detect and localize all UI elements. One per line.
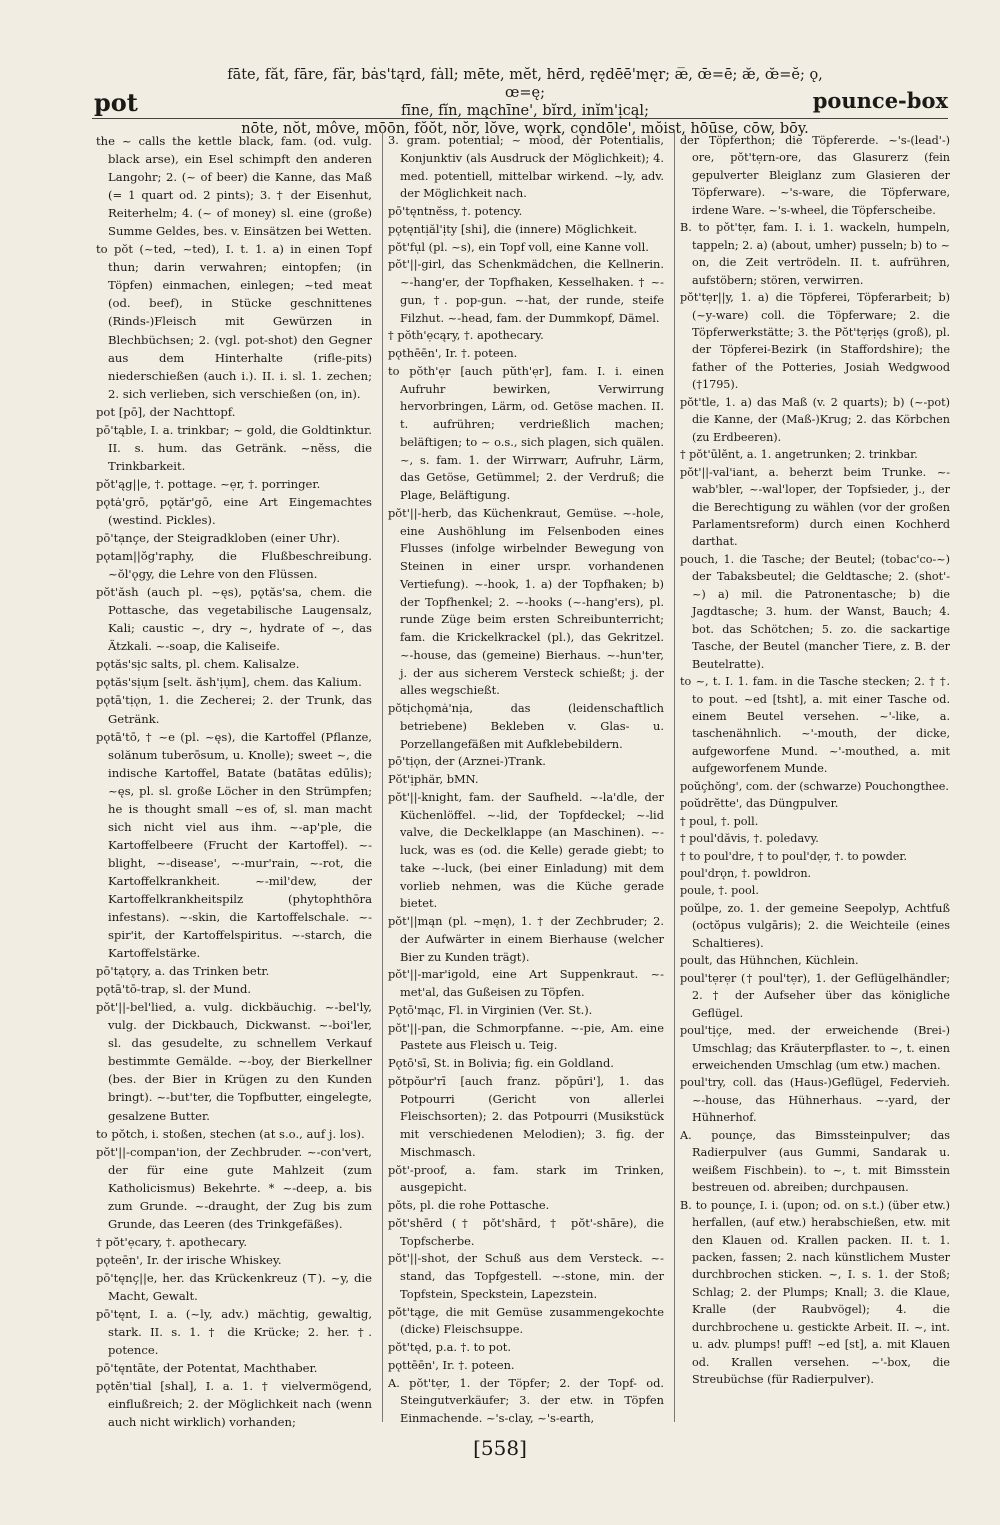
column-middle [388, 132, 664, 1432]
column-divider [382, 132, 383, 1422]
dictionary-entry: † to poul'dre, † to poul'dẹr, †. to powder. [680, 849, 908, 863]
dictionary-entry: poult, das Hühnchen, Küchlein. [680, 954, 859, 968]
dictionary-entry: B. to pounçe, I. i. (upon; od. on s.t.) (über etw.) herfallen, (auf etw.) herabschießen, etw. mit den Klauen od. Krallen packen. II. t. 1. packen, fassen; 2. nach künstlichem Muster durchbrochen sticken. ~, I. s. 1. der Stoß; Schlag; 2. der Plumps; Knall; 3. die Klaue, Kralle (der Raubvögel); 4. die durchbrochene u. gestickte Arbeit. II. ~, int. u. adv. plumps! puff! ~ed [st], a. mit Klauen od. Krallen versehen. ~'-box, die Streubüchse (für Radierpulver). [680, 1198, 950, 1387]
column-left [96, 132, 372, 1432]
dictionary-entry: pǫtā'tō-trap, sl. der Mund. [96, 982, 252, 997]
dictionary-entry: pŏt'||-compan'ion, der Zechbruder. ~-con'vert, der für eine gute Mahlzeit (zum Katholicismus) Bekehrte. * ~-deep, a. bis zum Grunde. ~-draught, der Zug bis zum Grunde, das Leeren (des Trinkgefäßes). [96, 1144, 372, 1231]
page-number: [558] [473, 1436, 527, 1460]
dictionary-entry: † poul, †. poll. [680, 814, 759, 828]
dictionary-entry: pō'tęntnĕss, †. potency. [388, 204, 523, 218]
dictionary-entry: pŏt'||-mar'igold, eine Art Suppenkraut. ~-met'al, das Gußeisen zu Töpfen. [388, 967, 664, 999]
dictionary-entry: pō'tạtǫry, a. das Trinken betr. [96, 964, 270, 979]
dictionary-entry: pŏt'-proof, a. fam. stark im Trinken, ausgepicht. [388, 1162, 664, 1195]
dictionary-entry: pŏt'ąg||e, †. pottage. ~ẹr, †. porringer. [96, 476, 321, 491]
dictionary-entry: pŏt'||-herb, das Küchenkraut, Gemüse. ~-hole, eine Aushöhlung im Felsenboden eines Flusses (infolge wirbelnder Bewegung von Steinen in einer urspr. vorhandenen Vertiefung). ~-hook, 1. a) der Topfhaken; b) der Topfhenkel; 2. ~-hooks (~-hang'ers), pl. runde Züge beim ersten Schreibunterricht; fam. die Krickelkrackel (pl.), das Gekritzel. ~-house, das (gemeine) Bierhaus. ~-hun'ter, j. der aus sicherem Versteck schießt; j. der alles wegschießt. [388, 505, 664, 698]
dictionary-entry: pō'tịǫn, der (Arznei-)Trank. [388, 754, 546, 769]
pronunciation-key [205, 66, 845, 138]
dictionary-entry: pǫtĕn'tial [shal], I. a. 1. † vielvermögend, einflußreich; 2. der Möglichkeit nach (wenn auch nicht wirklich) vorhanden; [96, 1379, 372, 1430]
dictionary-entry: † pŏt'ẹcary, †. apothecary. [96, 1234, 248, 1249]
dictionary-entry: pŏt'fụl (pl. ~s), ein Topf voll, eine Kanne voll. [388, 239, 649, 254]
dictionary-entry: der Töpferthon; die Töpfererde. ~'s-(lead'-) ore, pŏt'tẹrn-ore, das Glasurerz (fein gepulverter Bleiglanz zum Glasieren der Töpferware). ~'s-ware, die Töpferware, irdene Ware. ~'s-wheel, die Töpferscheibe. [680, 134, 950, 217]
guide-word-right: pounce-box [812, 88, 948, 113]
dictionary-entry: to pŏth'ẹr [auch pŭth'ẹr], fam. I. i. einen Aufruhr bewirken, Verwirrung hervorbringen, Lärm, od. Getöse machen. II. t. aufrühren; verdrießlich machen; beläftigen; to ~ o.s., sich plagen, sich quälen. ~, s. fam. 1. der Wirrwarr, Aufruhr, Lärm, das Getöse, Getümmel; 2. der Verdruß; die Plage, Beläftigung. [388, 363, 664, 502]
dictionary-entry: Pǫtō'sī, St. in Bolivia; fig. ein Goldland. [388, 1056, 614, 1070]
dictionary-entry: pō'tęnç||e, her. das Krückenkreuz (⊤). ~y, die Macht, Gewalt. [96, 1270, 372, 1303]
dictionary-entry: pǫtam||ŏg'raphy, die Flußbeschreibung. ~ŏl'ǫgy, die Lehre von den Flüssen. [96, 549, 372, 582]
dictionary-entry: pǫtȧ'grō, pǫtăr'gō, eine Art Eingemachtes (westind. Pickles). [96, 494, 372, 527]
dictionary-entry: pŏt'shērd († pŏt'shārd, † pŏt'-shāre), die Topfscherbe. [388, 1215, 664, 1248]
dictionary-entry: pǫtā'tō, † ~e (pl. ~ęs), die Kartoffel (Pflanze, solănum tuberōsum, u. Knolle); sweet ~, die indische Kartoffel, Batate (batātas edūlis); ~ęs, pl. sl. große Löcher in den Strümpfen; he is thought small ~es of, sl. man macht sich nicht viel aus ihm. ~-ap'ple, die Kartoffelbeere (Frucht der Kartoffel). ~-blight, ~-disease', ~-mur'rain, ~-rot, die Kartoffelkrankheit. ~-mil'dew, der Kartoffelkrankheitspilz (phytophthōra infestans). ~-skin, die Kartoffelschale. ~-spir'it, der Kartoffelspiritus. ~-starch, die Kartoffelstärke. [96, 729, 372, 961]
pronunciation-key-line: fīne, fĭn, mąchīne', bĭrd, inĭm'ịcąl; [401, 103, 649, 119]
page-header [0, 60, 1000, 137]
dictionary-entry: pŏtịchǫmȧ'nịa, das (leidenschaftlich betriebene) Bekleben v. Glas- u. Porzellangefäßen mit Aufklebebildern. [388, 701, 664, 751]
dictionary-entry: pō'tąble, I. a. trinkbar; ~ gold, die Goldtinktur. II. s. hum. das Getränk. ~nĕss, die Trinkbarkeit. [96, 422, 372, 473]
dictionary-entry: † pŏt'ūlĕnt, a. 1. angetrunken; 2. trinkbar. [680, 448, 918, 462]
dictionary-entry: pō'tęnt, I. a. (~ly, adv.) mächtig, gewaltig, stark. II. s. 1. † die Krücke; 2. her. †. potence. [96, 1307, 372, 1358]
header-rule [92, 118, 948, 119]
column-right [680, 132, 950, 1432]
dictionary-entry: 3. gram. potential; ~ mood, der Potentialis, Konjunktiv (als Ausdruck der Möglichkeit); 4. med. potentiell, mittelbar wirkend. ~ly, adv. der Möglichkeit nach. [388, 133, 664, 201]
dictionary-entry: poul'drǫn, †. powldron. [680, 867, 812, 881]
dictionary-entry: the ~ calls the kettle black, fam. (od. vulg. black arse), ein Esel schimpft den anderen Langohr; 2. (~ of beer) die Kanne, das Maß (= 1 quart od. 2 pints); 3. † der Eisenhut, Reiterhelm; 4. (~ of money) sl. eine (große) Summe Geldes, bes. v. Einsätzen bei Wetten. [96, 134, 372, 239]
dictionary-entry: pŏt'||-shot, der Schuß aus dem Versteck. ~-stand, das Topfgestell. ~-stone, min. der Topfstein, Speckstein, Lapezstein. [388, 1251, 664, 1301]
dictionary-entry: pǫthēēn', Ir. †. poteen. [388, 346, 518, 360]
pronunciation-key-line: fāte, făt, fāre, fär, bȧs'tąrd, fȧll; mēte, mĕt, hērd, rędēē'męr; æ̅, œ̄=ē; æ̆, œ̆=ĕ; ǫ, œ=ę; [227, 67, 823, 101]
dictionary-entry: pǫteēn', Ir. der irische Whiskey. [96, 1252, 282, 1267]
dictionary-entry: pŏts, pl. die rohe Pottasche. [388, 1198, 550, 1212]
dictionary-entry: pot [pō], der Nachttopf. [96, 404, 236, 419]
dictionary-entry: pŏt'||-bel'lied, a. vulg. dickbäuchig. ~-bel'ly, vulg. der Dickbauch, Dickwanst. ~-boi'ler, sl. das gesudelte, zu schnellem Verkauf bestimmte Gemälde. ~-boy, der Bierkellner (bes. der Bier in Krügen zu den Kunden bringt). ~-but'ter, die Topfbutter, eingelegte, gesalzene Butter. [96, 1000, 372, 1123]
dictionary-entry: Pŏt'ịphär, bMN. [388, 772, 479, 786]
dictionary-entry: pō'tạnçe, der Steigradkloben (einer Uhr). [96, 531, 341, 546]
dictionary-entry: pŏt'tle, 1. a) das Maß (v. 2 quarts); b) (~-pot) die Kanne, der (Maß-)Krug; 2. das Körbchen (zu Erdbeeren). [680, 395, 950, 444]
dictionary-entry: pŏt'||-val'iant, a. beherzt beim Trunke. ~-wab'bler, ~-wal'loper, der Topfsieder, j., der die Berechtigung zu wählen (vor der großen Parlamentsreform) durch einen Kochherd darthat. [680, 465, 950, 549]
dictionary-entry: to pŏtch, i. stoßen, stechen (at s.o., auf j. los). [96, 1126, 365, 1141]
dictionary-entry: pǫtăs'sịc salts, pl. chem. Kalisalze. [96, 657, 300, 672]
column-divider [674, 132, 675, 1422]
dictionary-entry: pŏt'||-girl, das Schenkmädchen, die Kellnerin. ~-hang'er, der Topfhaken, Kesselhaken. † ~-gun, †. pop-gun. ~-hat, der runde, steife Filzhut. ~-head, fam. der Dummkopf, Dämel. [388, 257, 664, 325]
dictionary-entry: pŏt'ăsh (auch pl. ~ęs), pǫtăs'sa, chem. die Pottasche, das vegetabilische Laugensalz, Kali; caustic ~, dry ~, hydrate of ~, das Ätzkali. ~-soap, die Kaliseife. [96, 585, 372, 654]
dictionary-entry: pǫtā'tịǫn, 1. die Zecherei; 2. der Trunk, das Getränk. [96, 693, 372, 726]
dictionary-entry: to ~, t. I. 1. fam. in die Tasche stecken; 2. † †. to pout. ~ed [tsht], a. mit einer Tasche od. einem Beutel versehen. ~'-like, a. taschenähnlich. ~'-mouth, der dicke, aufgeworfene Mund. ~'-mouthed, a. mit aufgeworfenem Munde. [680, 675, 950, 776]
dictionary-entry: † poul'dăvis, †. poledavy. [680, 832, 819, 846]
dictionary-entry: poul'tẹrẹr († poul'tẹr), 1. der Geflügelhändler; 2. † der Aufseher über das königliche Geflügel. [680, 971, 950, 1020]
dictionary-entry: pŏt'tąge, die mit Gemüse zusammengekochte (dicke) Fleischsuppe. [388, 1304, 664, 1337]
dictionary-entry: to pŏt (~ted, ~ted), I. t. 1. a) in einen Topf thun; darin verwahren; eintopfen; (in Töpfen) einmachen, einlegen; ~ted meat (od. beef), in Stücke geschnittenes (Rinds-)Fleisch mit Gewürzen in Blechbüchsen; 2. (vgl. pot-shot) den Gegner aus dem Hinterhalte (rifle-pits) niederschießen (auch i.). II. i. sl. 1. zechen; 2. sich verlieben, sich verschießen (on, in). [96, 242, 372, 401]
dictionary-entry: pō'tęntāte, der Potentat, Machthaber. [96, 1361, 318, 1376]
dictionary-entry: poŭlpe, zo. 1. der gemeine Seepolyp, Achtfuß (octŏpus vulgāris); 2. die Weichteile (eines Schaltieres). [680, 901, 950, 950]
dictionary-entry: pŏt'||mąn (pl. ~męn), 1. † der Zechbruder; 2. der Aufwärter in einem Bierhause (welcher Bier zu Kunden trägt). [388, 914, 664, 964]
dictionary-entry: pǫtęntịăl'ịty [shi], die (innere) Möglichkeit. [388, 221, 638, 236]
dictionary-entry: poul'try, coll. das (Haus-)Geflügel, Federvieh. ~-house, das Hühnerhaus. ~-yard, der Hühnerhof. [680, 1076, 950, 1125]
dictionary-entry: A. pŏt'tẹr, 1. der Töpfer; 2. der Topf- od. Steingutverkäufer; 3. der etw. in Töpfen Einmachende. ~'s-clay, ~'s-earth, [388, 1375, 664, 1425]
dictionary-entry: pŏt'||-pan, die Schmorpfanne. ~-pie, Am. eine Pastete aus Fleisch u. Teig. [388, 1020, 664, 1053]
dictionary-entry: B. to pŏt'tẹr, fam. I. i. 1. wackeln, humpeln, tappeln; 2. a) (about, umher) pusseln; b) to ~ on, die Zeit vertrödeln. II. t. aufrühren, aufstöbern; stören, verwirren. [680, 221, 950, 287]
dictionary-entry: Pǫtō'mąc, Fl. in Virginien (Ver. St.). [388, 1002, 593, 1017]
dictionary-entry: † pŏth'ẹcąry, †. apothecary. [388, 328, 544, 343]
dictionary-entry: pŏt'tęd, p.a. †. to pot. [388, 1340, 511, 1354]
dictionary-entry: poŭçhŏng', com. der (schwarze) Pouchongthee. [680, 779, 949, 793]
dictionary-entry: A. pounçe, das Bimssteinpulver; das Radierpulver (aus Gummi, Sandarak u. weißem Fischbein). to ~, t. mit Bimsstein bestreuen od. abreiben; durchpausen. [680, 1128, 950, 1195]
dictionary-entry: pǫtăs'sịụm [selt. ăsh'ịụm], chem. das Kalium. [96, 675, 362, 690]
dictionary-entry: pŏt'||-knight, fam. der Saufheld. ~-la'dle, der Küchenlöffel. ~-lid, der Topfdeckel; ~-lid valve, die Deckelklappe (an Maschinen). ~-luck, was es (od. die Kelle) gerade giebt; to take ~-luck, (bei einer Einladung) mit dem vorlieb nehmen, was die Küche gerade bietet. [388, 789, 664, 911]
dictionary-entry: pŏtpŏur'rī [auch franz. pŏpūri'], 1. das Potpourri (Gericht von allerlei Fleischsorten); 2. das Potpourri (Musikstück mit verschiedenen Melodien); 3. fig. der Mischmasch. [388, 1073, 664, 1159]
guide-word-left: pot [94, 88, 138, 117]
dictionary-entry: pouch, 1. die Tasche; der Beutel; (tobac'co-~) der Tabaksbeutel; die Geldtasche; 2. (shot'-~) a) mil. die Patronentasche; b) die Jagdtasche; 3. hum. der Wanst, Bauch; 4. bot. das Schötchen; 5. zo. die sackartige Tasche, der Beutel (mancher Tiere, z. B. der Beutelratte). [680, 552, 950, 671]
dictionary-entry: pŏt'tẹr||y, 1. a) die Töpferei, Töpferarbeit; b) (~y-ware) coll. die Töpferware; 2. die Töpferwerkstätte; 3. the Pŏt'tẹrịęs (groß), pl. der Töpferei-Bezirk (in Staffordshire); the father of the Potteries, Josiah Wedgwood (†1795). [680, 291, 950, 392]
dictionary-entry: poul'tịçe, med. der erweichende (Brei-) Umschlag; das Kräuterpflaster. to ~, t. einen erweichenden Umschlag (um etw.) machen. [680, 1024, 950, 1073]
dictionary-entry: poule, †. pool. [680, 884, 759, 898]
dictionary-entry: pǫttēēn', Ir. †. poteen. [388, 1357, 515, 1372]
dictionary-entry: poŭdrĕtte', das Düngpulver. [680, 797, 839, 811]
pronunciation-key-line: nōte, nŏt, môve, mōōn, fŏŏt, nŏr, lŏve, wǫrk, cǫndōle', mŏist, hōūse, cōw, bōy. [241, 121, 809, 137]
